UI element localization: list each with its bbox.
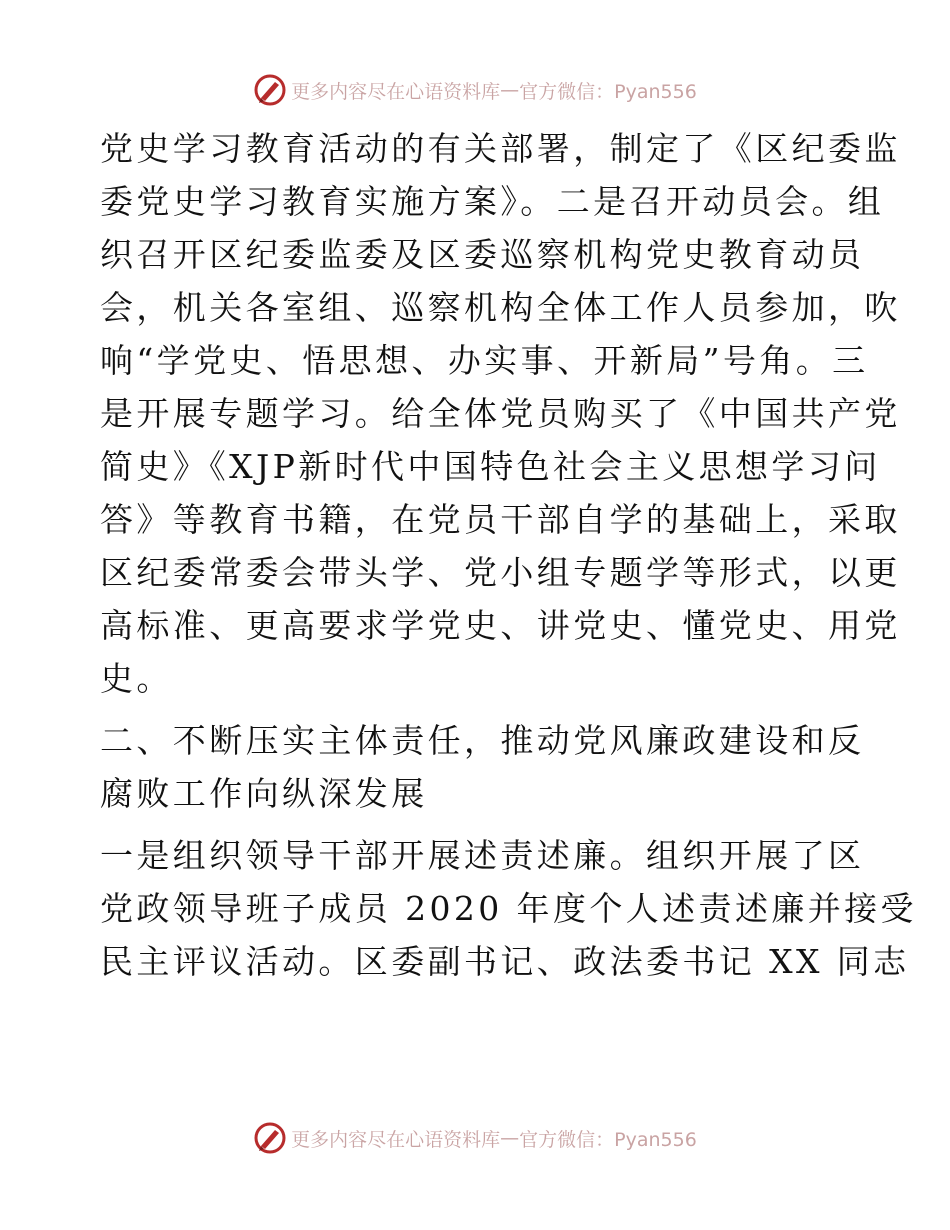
watermark-separator: — <box>500 79 520 101</box>
watermark-wechat: 官方微信：Pyan556 <box>519 80 697 103</box>
heading-line: 腐败工作向纵深发展 <box>100 774 428 813</box>
text-line: 史。 <box>100 659 173 698</box>
watermark-separator: — <box>500 1127 520 1149</box>
paragraph-2 <box>100 829 917 988</box>
watermark-wechat: 官方微信：Pyan556 <box>519 1128 697 1151</box>
watermark-header <box>0 70 950 110</box>
pen-circle-logo-icon <box>253 73 287 107</box>
text-line: 党史学习教育活动的有关部署，制定了《区纪委监 <box>100 129 901 168</box>
text-line: 响“学党史、悟思想、办实事、开新局”号角。三 <box>100 341 869 380</box>
text-line: 高标准、更高要求学党史、讲党史、懂党史、用党 <box>100 606 901 645</box>
text-line: 党政领导班子成员 2020 年度个人述责述廉并接受 <box>100 889 917 928</box>
text-line: 答》等教育书籍，在党员干部自学的基础上，采取 <box>100 500 901 539</box>
watermark-brand: 更多内容尽在心语资料库 <box>291 80 501 103</box>
text-line: 民主评议活动。区委副书记、政法委书记 XX 同志 <box>100 942 910 981</box>
document-body <box>100 122 917 988</box>
text-line: 织召开区纪委监委及区委巡察机构党史教育动员 <box>100 235 865 274</box>
pen-circle-logo-icon <box>253 1121 287 1155</box>
text-line: 委党史学习教育实施方案》。二是召开动员会。组 <box>100 182 885 221</box>
text-line: 一是组织领导干部开展述责述廉。组织开展了区 <box>100 836 865 875</box>
watermark-brand: 更多内容尽在心语资料库 <box>291 1128 501 1151</box>
watermark-footer <box>0 1118 950 1158</box>
heading-line: 二、不断压实主体责任，推动党风廉政建设和反 <box>100 721 865 760</box>
text-line: 简史》《XJP新时代中国特色社会主义思想学习问 <box>100 447 881 486</box>
paragraph-1 <box>100 122 901 705</box>
text-line: 区纪委常委会带头学、党小组专题学等形式，以更 <box>100 553 901 592</box>
section-heading <box>100 714 865 820</box>
text-line: 是开展专题学习。给全体党员购买了《中国共产党 <box>100 394 901 433</box>
text-line: 会，机关各室组、巡察机构全体工作人员参加，吹 <box>100 288 901 327</box>
